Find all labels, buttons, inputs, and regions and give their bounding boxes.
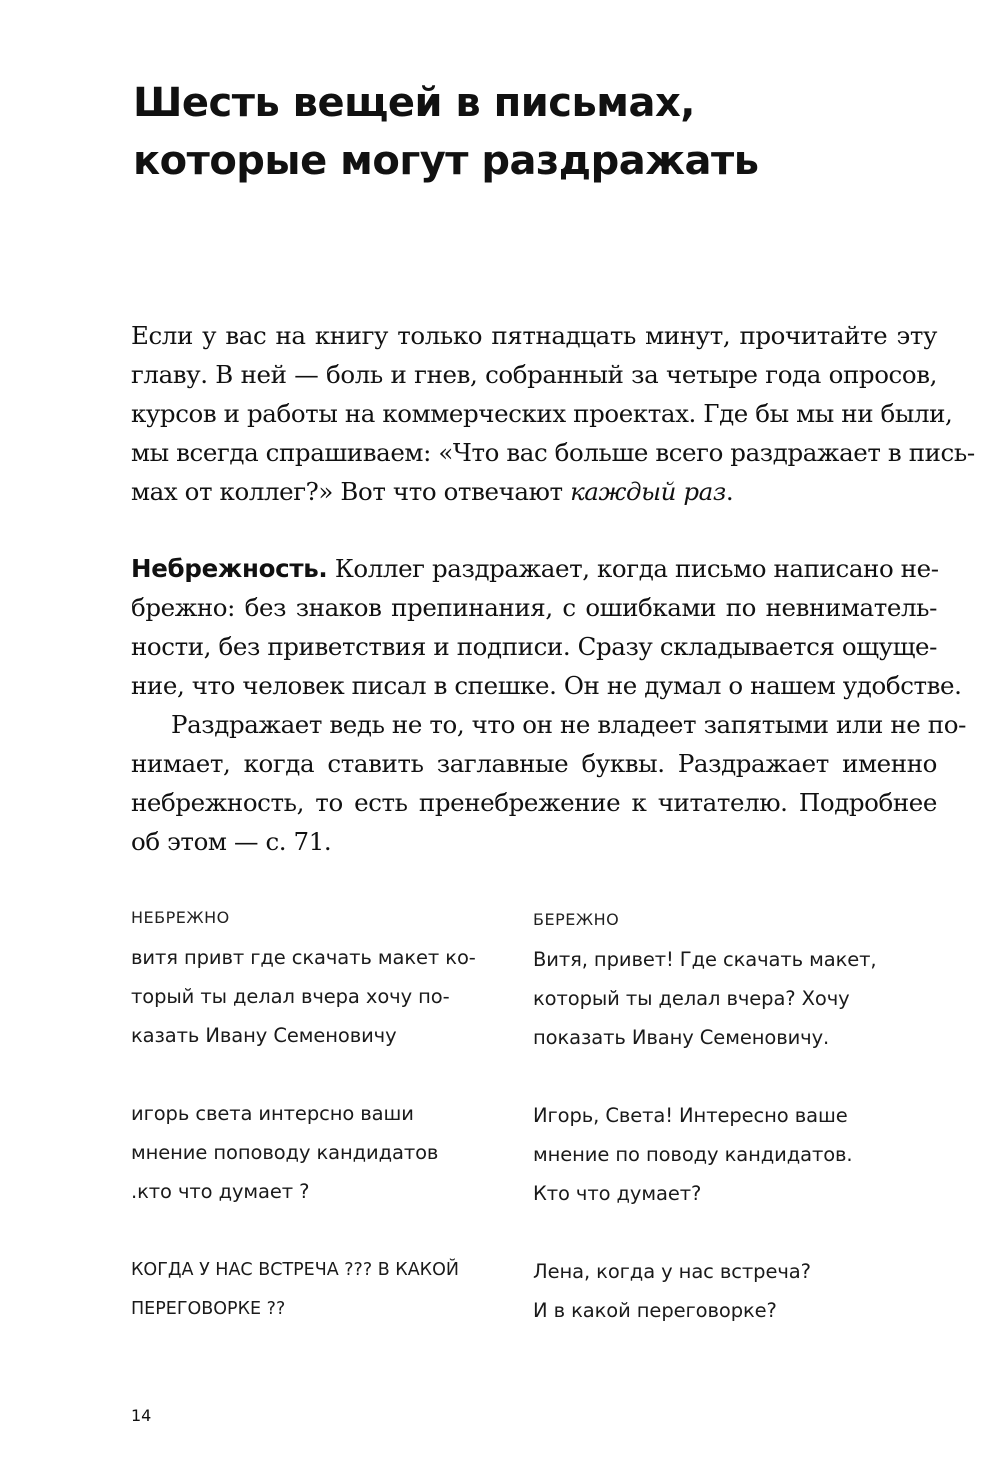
- section-paragraph-2: [131, 705, 966, 861]
- example-line: показать Ивану Семеновичу.: [533, 1026, 830, 1049]
- section-line: брежно: без знаков препинания, с ошибками по невниматель-: [131, 593, 937, 622]
- section-line: об этом — с. 71.: [131, 827, 332, 856]
- careless-column-label: НЕБРЕЖНО: [131, 908, 230, 927]
- intro-last-line-start: мах от коллег?» Вот что отвечают: [131, 477, 571, 506]
- intro-italic-phrase: каждый раз: [570, 477, 726, 506]
- section-line: ности, без приветствия и подписи. Сразу складывается ощуще-: [131, 632, 937, 661]
- section-first-line: [131, 549, 937, 588]
- example-line: мнение поповоду кандидатов: [131, 1141, 439, 1164]
- intro-last-line-end: .: [725, 477, 734, 506]
- careless-example-1: [131, 938, 476, 1055]
- careless-example-2: [131, 1094, 438, 1211]
- section-first-line-rest: Коллег раздражает, когда письмо написано не-: [327, 554, 939, 583]
- careful-example-1: [533, 940, 877, 1057]
- example-line: Кто что думает?: [533, 1182, 702, 1205]
- intro-line: мы всегда спрашиваем: «Что вас больше всего раздражает в пись-: [131, 438, 975, 467]
- intro-line: Если у вас на книгу только пятнадцать минут, прочитайте эту: [131, 321, 937, 350]
- intro-last-line: [131, 472, 937, 511]
- careful-column-label: БЕРЕЖНО: [533, 910, 620, 929]
- example-line: .кто что думает ?: [131, 1180, 310, 1203]
- example-line: витя привт где скачать макет ко-: [131, 946, 476, 969]
- title-line-2: которые могут раздражать: [133, 138, 759, 184]
- careful-example-3: [533, 1252, 811, 1330]
- example-line: мнение по поводу кандидатов.: [533, 1143, 853, 1166]
- intro-line: главу. В ней — боль и гнев, собранный за четыре года опросов,: [131, 360, 937, 389]
- example-line: КОГДА У НАС ВСТРЕЧА ??? В КАКОЙ: [131, 1260, 459, 1280]
- example-line: торый ты делал вчера хочу по-: [131, 985, 450, 1008]
- section-line: Раздражает ведь не то, что он не владеет запятыми или не по-: [171, 710, 966, 739]
- title-line-1: Шесть вещей в письмах,: [133, 80, 695, 126]
- careless-example-3: [131, 1251, 459, 1329]
- example-line: Лена, когда у нас встреча?: [533, 1260, 811, 1283]
- section-line: ние, что человек писал в спешке. Он не думал о нашем удобстве.: [131, 671, 962, 700]
- example-line: Витя, привет! Где скачать макет,: [533, 948, 877, 971]
- intro-paragraph: [131, 316, 975, 511]
- example-line: игорь света интерсно ваши: [131, 1102, 414, 1125]
- section-heading: Небрежность.: [131, 554, 328, 583]
- careful-example-2: [533, 1096, 853, 1213]
- section-paragraph-1: [131, 549, 962, 705]
- intro-line: курсов и работы на коммерческих проектах. Где бы мы ни были,: [131, 399, 953, 428]
- example-line: который ты делал вчера? Хочу: [533, 987, 850, 1010]
- example-line: Игорь, Света! Интересно ваше: [533, 1104, 848, 1127]
- example-line: ПЕРЕГОВОРКЕ ??: [131, 1299, 286, 1319]
- example-line: И в какой переговорке?: [533, 1299, 777, 1322]
- page-number: 14: [131, 1406, 152, 1425]
- page-title: [133, 74, 758, 190]
- section-line: небрежность, то есть пренебрежение к читателю. Подробнее: [131, 788, 937, 817]
- section-line: нимает, когда ставить заглавные буквы. Раздражает именно: [131, 749, 937, 778]
- example-line: казать Ивану Семеновичу: [131, 1024, 397, 1047]
